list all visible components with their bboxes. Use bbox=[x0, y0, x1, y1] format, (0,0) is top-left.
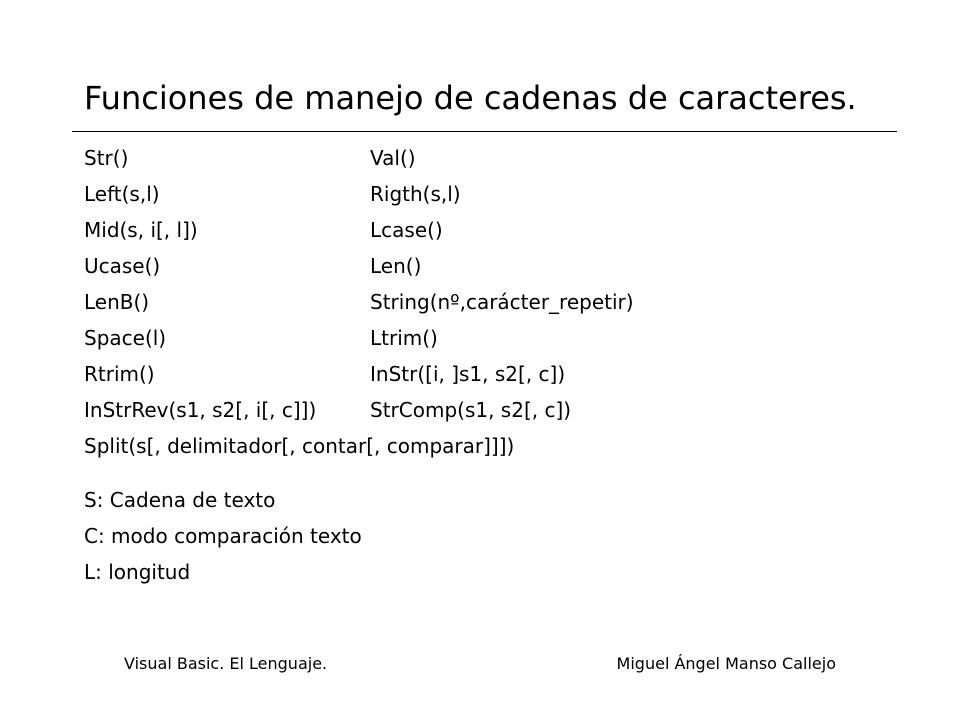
title-divider bbox=[72, 131, 897, 132]
function-name: Ltrim() bbox=[370, 326, 438, 350]
function-name: Rigth(s,l) bbox=[370, 182, 461, 206]
legend-item: C: modo comparación texto bbox=[84, 524, 362, 548]
function-name: Lcase() bbox=[370, 218, 443, 242]
split-function: Split(s[, delimitador[, contar[, comparar]]]) bbox=[84, 434, 515, 458]
legend-item: S: Cadena de texto bbox=[84, 488, 276, 512]
footer-author: Miguel Ángel Manso Callejo bbox=[616, 654, 836, 673]
footer-course-title: Visual Basic. El Lenguaje. bbox=[124, 654, 328, 673]
function-name: Val() bbox=[370, 146, 416, 170]
slide-title: Funciones de manejo de cadenas de caracteres. bbox=[84, 79, 857, 117]
function-name: String(nº,carácter_repetir) bbox=[370, 290, 634, 314]
parameter-legend bbox=[84, 482, 362, 590]
function-name: Left(s,l) bbox=[84, 182, 160, 206]
function-name: Str() bbox=[84, 146, 129, 170]
function-name: Mid(s, i[, l]) bbox=[84, 218, 198, 242]
function-name: Len() bbox=[370, 254, 422, 278]
function-name: LenB() bbox=[84, 290, 150, 314]
function-name: Space(l) bbox=[84, 326, 167, 350]
function-name: Ucase() bbox=[84, 254, 161, 278]
function-name: InStr([i, ]s1, s2[, c]) bbox=[370, 362, 566, 386]
function-name: Rtrim() bbox=[84, 362, 155, 386]
function-name: InStrRev(s1, s2[, i[, c]]) bbox=[84, 398, 317, 422]
legend-item: L: longitud bbox=[84, 560, 191, 584]
function-name: StrComp(s1, s2[, c]) bbox=[370, 398, 572, 422]
